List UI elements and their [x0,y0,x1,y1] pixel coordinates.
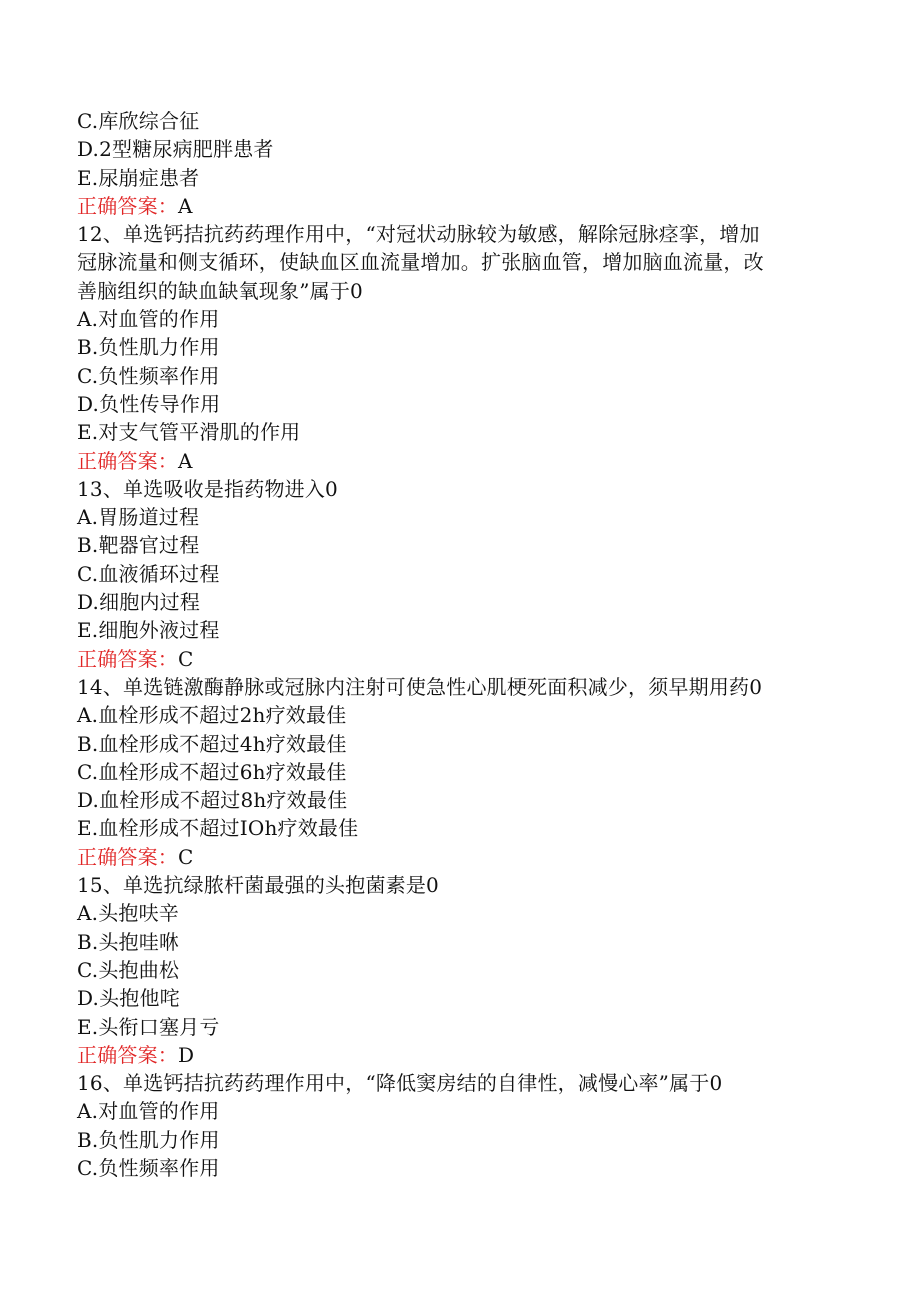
question-stem-line: 15、单选抗绿脓杆菌最强的头抱菌素是0 [77,873,439,898]
option-d: D.头抱他咤 [77,986,180,1011]
question-stem-line: 冠脉流量和侧支循环，使缺血区血流量增加。扩张脑血管，增加脑血流量，改 [77,250,764,275]
answer-value: D [178,1042,195,1067]
option-d: D.细胞内过程 [77,590,201,615]
option-c: C.血栓形成不超过6h疗效最佳 [77,759,347,784]
option-d: D.负性传导作用 [77,391,221,416]
option-b: B.头抱哇咻 [77,929,180,954]
question-list [77,107,847,1182]
option-c: C.负性频率作用 [77,1155,220,1180]
option-b: B.负性肌力作用 [77,1127,220,1152]
question-stem-line: 16、单选钙拮抗药药理作用中，“降低窦房结的自律性，减慢心率”属于0 [77,1071,723,1096]
option-a: A.对血管的作用 [77,1099,220,1124]
option-d: D.血栓形成不超过8h疗效最佳 [77,788,348,813]
answer-value: A [178,448,193,473]
option-a: A.胃肠道过程 [77,505,200,530]
answer-value: C [178,646,194,671]
option-a: A.头抱呋辛 [77,901,180,926]
correct-answer [77,843,847,871]
option-c: C.负性频率作用 [77,363,220,388]
correct-answer [77,192,847,220]
question-stem-line: 善脑组织的缺血缺氧现象”属于0 [77,278,363,303]
option-c: C.头抱曲松 [77,957,180,982]
option-b: B.血栓形成不超过4h疗效最佳 [77,731,347,756]
answer-label: 正确答案： [77,844,178,869]
answer-label: 正确答案： [77,646,178,671]
answer-value: C [178,844,194,869]
option-e: E.血栓形成不超过IOh疗效最佳 [77,816,359,841]
answer-label: 正确答案： [77,193,178,218]
question-stem-line: 13、单选吸收是指药物进入0 [77,476,338,501]
answer-label: 正确答案： [77,448,178,473]
option-e: E.对支气管平滑肌的作用 [77,420,301,445]
option-c: C.库欣综合征 [77,109,200,133]
correct-answer [77,1041,847,1069]
correct-answer [77,447,847,475]
answer-label: 正确答案： [77,1042,178,1067]
option-a: A.血栓形成不超过2h疗效最佳 [77,703,347,728]
correct-answer [77,645,847,673]
question-stem-line: 14、单选链激酶静脉或冠脉内注射可使急性心肌梗死面积减少，须早期用药0 [77,674,763,699]
option-e: E.头衔口塞月亏 [77,1014,220,1039]
option-c: C.血液循环过程 [77,561,220,586]
option-a: A.对血管的作用 [77,307,220,332]
option-d: D.2型糖尿病肥胖患者 [77,137,274,162]
answer-value: A [178,193,193,218]
option-e: E.尿崩症患者 [77,165,200,190]
option-b: B.负性肌力作用 [77,335,220,360]
question-stem-line: 12、单选钙拮抗药药理作用中，“对冠状动脉较为敏感，解除冠脉痉挛，增加 [77,222,760,247]
option-b: B.靶器官过程 [77,533,200,558]
option-e: E.细胞外液过程 [77,618,220,643]
